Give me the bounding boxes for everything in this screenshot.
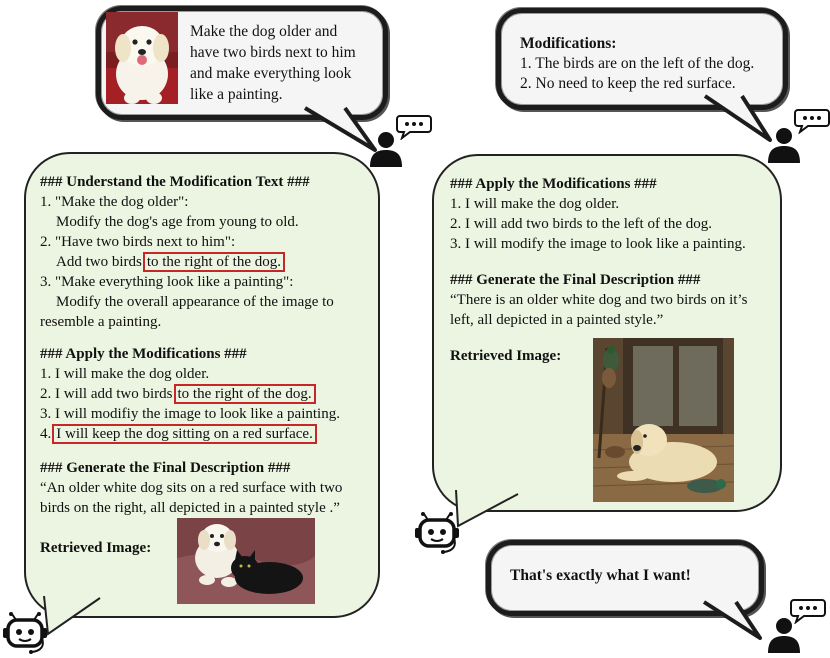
left-description-line-2: birds on the right, all depicted in a painted style .” [40,500,340,516]
right-apply-item-3: 3. I will modify the image to look like a painting. [450,236,746,252]
left-understand-item-1-detail: Modify the dog's age from young to old. [56,214,299,230]
left-apply-item-4-number: 4. [40,426,52,442]
highlight-right-of-dog-1: to the right of the dog. [143,252,285,272]
request-text-line-4: like a painting. [190,86,283,103]
right-generate-heading: ### Generate the Final Description ### [450,272,701,288]
left-understand-item-3: 3. "Make everything look like a painting": [40,274,294,290]
left-retrieved-image [177,518,315,604]
right-description-line-2: left, all depicted in a painted style.” [450,312,664,328]
query-image-puppy [106,12,178,104]
left-description-line-1: “An older white dog sits on a red surface with two [40,480,343,496]
left-apply-item-3: 3. I will modifiy the image to look like a painting. [40,406,340,422]
left-understand-item-1: 1. "Make the dog older": [40,194,189,210]
left-retrieved-label: Retrieved Image: [40,540,152,556]
final-feedback-text: That's exactly what I want! [510,567,691,584]
left-understand-item-2: 2. "Have two birds next to him": [40,234,236,250]
request-text-line-2: have two birds next to him [190,44,356,61]
robot-icon [414,512,460,554]
highlight-right-of-dog-2: to the right of the dog. [174,384,316,404]
speech-dots-icon [790,598,826,624]
right-response-bubble-tail [452,490,532,530]
right-apply-heading: ### Apply the Modifications ### [450,176,657,192]
request-text-line-3: and make everything look [190,65,352,82]
feedback-heading: Modifications: [520,35,617,52]
left-understand-heading: ### Understand the Modification Text ### [40,174,310,190]
left-apply-item-2 [40,384,316,404]
speech-dots-icon [396,114,432,140]
right-apply-item-1: 1. I will make the dog older. [450,196,620,212]
feedback-item-2: 2. No need to keep the red surface. [520,75,736,92]
left-understand-item-2-detail-text: Add two birds [56,254,142,270]
right-retrieved-image [593,338,734,502]
request-text-line-1: Make the dog older and [190,23,338,40]
left-apply-item-4 [40,424,317,444]
left-understand-item-3-detail-cont: resemble a painting. [40,314,162,330]
robot-icon [2,612,48,654]
left-generate-heading: ### Generate the Final Description ### [40,460,291,476]
highlight-red-surface: I will keep the dog sitting on a red surface. [52,424,317,444]
right-apply-item-2: 2. I will add two birds to the left of the dog. [450,216,713,232]
left-understand-item-3-detail: Modify the overall appearance of the image to [56,294,334,310]
feedback-item-1: 1. The birds are on the left of the dog. [520,55,755,72]
right-description-line-1: “There is an older white dog and two birds on it’s [450,292,748,308]
left-apply-item-2-text: 2. I will add two birds [40,386,173,402]
left-apply-heading: ### Apply the Modifications ### [40,346,247,362]
final-feedback-bubble-tail [700,598,770,648]
left-apply-item-1: 1. I will make the dog older. [40,366,210,382]
speech-dots-icon [794,108,830,134]
left-response-bubble-tail [40,596,110,636]
right-retrieved-label: Retrieved Image: [450,348,562,364]
left-understand-item-2-detail [56,252,285,272]
